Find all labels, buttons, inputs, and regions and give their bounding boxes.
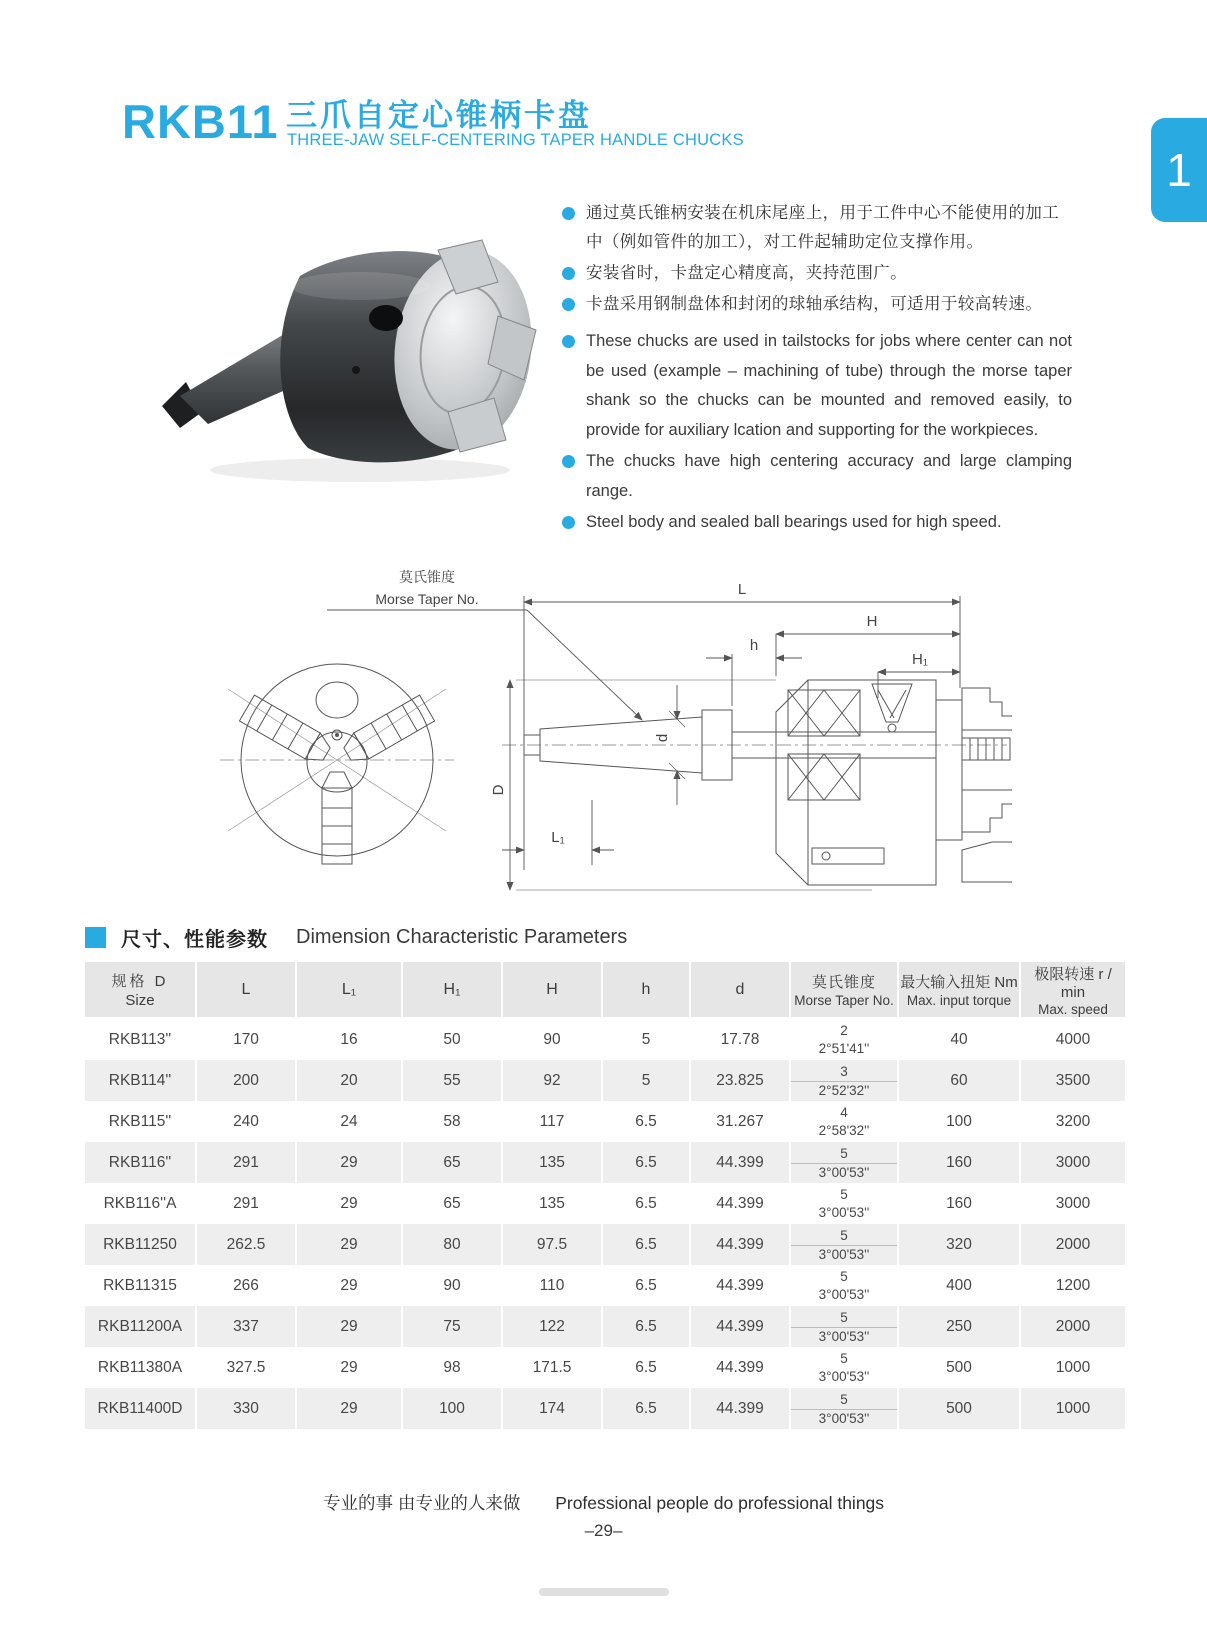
cell-speed: 4000	[1055, 1030, 1091, 1048]
feature-bullet	[562, 327, 1072, 445]
spec-table	[85, 962, 1125, 1429]
bullet-dot-icon	[562, 516, 575, 529]
dimension-lines	[327, 596, 960, 890]
cell-H: 117	[503, 1101, 603, 1142]
cell-L1: 29	[297, 1142, 403, 1183]
feature-text: The chucks have high centering accuracy and large clamping range.	[586, 452, 1072, 500]
feature-text: 安装省时，卡盘定心精度高，夹持范围广。	[586, 264, 908, 282]
cell-d: 44.399	[691, 1224, 791, 1265]
feature-text: These chucks are used in tailstocks for jobs where center can not be used (example – machining of tube) through the morse taper shank so the chucks can be mounted and removed easily, to provide for auxiliary lcation and supporting for the workpieces.	[586, 332, 1072, 439]
cell-speed: 3000	[1021, 1142, 1125, 1183]
cell-h: 6.5	[603, 1101, 691, 1142]
dim-label-d: d	[654, 733, 671, 743]
cell-torque: 160	[899, 1142, 1021, 1183]
cell-d: 44.399	[691, 1142, 791, 1183]
body-highlight	[290, 272, 430, 300]
header-L1: L₁	[297, 962, 403, 1019]
cell-L1: 29	[297, 1306, 403, 1347]
table-row	[85, 1388, 1125, 1429]
page-number: –29–	[584, 1521, 623, 1540]
cell-L1: 16	[297, 1019, 403, 1060]
cell-speed: 2000	[1021, 1306, 1125, 1347]
cell-size: RKB11380A	[85, 1347, 197, 1388]
cell-size: RKB115''	[85, 1101, 197, 1142]
cell-L1: 29	[297, 1265, 403, 1306]
cell-L: 337	[197, 1306, 297, 1347]
bullet-dot-icon	[562, 455, 575, 468]
cell-speed: 3500	[1021, 1060, 1125, 1101]
cell-H1: 58	[403, 1101, 503, 1142]
cell-L: 330	[197, 1388, 297, 1429]
cell-d: 31.267	[691, 1101, 791, 1142]
cell-H1: 80	[403, 1224, 503, 1265]
body-dot	[352, 366, 360, 374]
cell-morse: 5 3°00'53''	[791, 1142, 899, 1183]
body-hole	[369, 305, 403, 331]
cell-L: 291	[197, 1183, 297, 1224]
cell-size: RKB114''	[85, 1060, 197, 1101]
cell-H1: 65	[403, 1142, 503, 1183]
cell-torque: 160	[899, 1183, 1021, 1224]
table-row	[85, 1224, 1125, 1265]
feature-text: 通过莫氏锥柄安装在机床尾座上，用于工件中心不能使用的加工中（例如管件的加工），对工件起辅助定位支撑作用。	[586, 204, 1060, 251]
footer-slogan-en: Professional people do professional things	[555, 1493, 885, 1513]
table-row	[85, 1101, 1125, 1142]
chapter-number: 1	[1166, 144, 1192, 196]
cell-size: RKB11400D	[85, 1388, 197, 1429]
cell-morse: 5 3°00'53''	[791, 1306, 899, 1347]
cell-H: 97.5	[503, 1224, 603, 1265]
cell-morse: 5 3°00'53''	[791, 1388, 899, 1429]
cell-torque: 320	[899, 1224, 1021, 1265]
cell-d: 17.78	[691, 1019, 791, 1060]
header-torque: 最大输入扭矩 Nm Max. input torque	[899, 962, 1021, 1019]
cell-L: 291	[197, 1142, 297, 1183]
cell-size: RKB116''A	[85, 1183, 197, 1224]
dim-label-H: H	[866, 613, 878, 630]
cell-size: RKB11200A	[85, 1306, 197, 1347]
dim-label-H1: H₁	[912, 651, 928, 668]
section-title	[85, 923, 627, 952]
cell-d: 44.399	[691, 1388, 791, 1429]
cell-size: RKB11250	[85, 1224, 197, 1265]
page-title-en: THREE-JAW SELF-CENTERING TAPER HANDLE CHUCKS	[287, 131, 744, 149]
cell-L: 240	[197, 1101, 297, 1142]
feature-bullet	[562, 290, 1068, 319]
cell-torque: 100	[899, 1101, 1021, 1142]
cell-L: 170	[197, 1019, 297, 1060]
cell-H: 90	[503, 1019, 603, 1060]
cell-h: 6.5	[603, 1347, 691, 1388]
table-row	[85, 1142, 1125, 1183]
table-row	[85, 1183, 1125, 1224]
cell-speed: 1000	[1055, 1358, 1091, 1376]
cell-speed: 3000	[1055, 1194, 1091, 1212]
bullet-dot-icon	[562, 335, 575, 348]
features-zh	[562, 199, 1068, 321]
dim-label-h: h	[749, 637, 759, 654]
section-title-en: Dimension Characteristic Parameters	[296, 926, 628, 948]
bullet-dot-icon	[562, 207, 575, 220]
cell-morse: 5 3°00'53''	[791, 1224, 899, 1265]
cell-H1: 55	[403, 1060, 503, 1101]
table-body	[85, 1019, 1125, 1429]
cell-H1: 50	[403, 1019, 503, 1060]
footer-slogan-zh: 专业的事 由专业的人来做	[322, 1493, 521, 1513]
feature-bullet	[562, 447, 1072, 506]
cell-H: 110	[503, 1265, 603, 1306]
cell-H: 171.5	[503, 1347, 603, 1388]
cell-h: 6.5	[603, 1265, 691, 1306]
table-row	[85, 1265, 1125, 1306]
dim-label-D: D	[490, 784, 507, 796]
header-H1: H₁	[403, 962, 503, 1019]
feature-bullet	[562, 199, 1068, 257]
cell-size: RKB11315	[85, 1265, 197, 1306]
cell-H: 135	[503, 1142, 603, 1183]
cell-L: 266	[197, 1265, 297, 1306]
cell-H: 122	[503, 1306, 603, 1347]
footer-bar	[539, 1588, 669, 1596]
dim-label-L1: L₁	[551, 829, 565, 846]
table-header	[85, 962, 1125, 1019]
cell-speed: 3200	[1055, 1112, 1091, 1130]
dimension-labels	[375, 569, 928, 846]
cell-torque: 60	[899, 1060, 1021, 1101]
cell-L: 327.5	[197, 1347, 297, 1388]
cell-L1: 29	[297, 1183, 403, 1224]
cell-H: 174	[503, 1388, 603, 1429]
bullet-dot-icon	[562, 267, 575, 280]
dimension-drawing	[172, 550, 1012, 895]
cell-speed: 2000	[1021, 1224, 1125, 1265]
table-row	[85, 1060, 1125, 1101]
header-d: d	[691, 962, 791, 1019]
cell-torque: 500	[899, 1347, 1021, 1388]
cell-H: 135	[503, 1183, 603, 1224]
model-code: RKB11	[122, 95, 279, 148]
cell-H1: 90	[403, 1265, 503, 1306]
cell-L: 200	[197, 1060, 297, 1101]
cell-d: 44.399	[691, 1183, 791, 1224]
bullet-dot-icon	[562, 298, 575, 311]
cell-d: 44.399	[691, 1347, 791, 1388]
cell-speed: 1000	[1021, 1388, 1125, 1429]
cell-morse: 4 2°58'32''	[791, 1101, 899, 1142]
cell-h: 6.5	[603, 1306, 691, 1347]
cell-H: 92	[503, 1060, 603, 1101]
header-morse: 莫氏锥度 Morse Taper No.	[791, 962, 899, 1019]
feature-text: Steel body and sealed ball bearings used for high speed.	[586, 513, 1002, 531]
cell-L: 262.5	[197, 1224, 297, 1265]
section-view-drawing	[502, 680, 1012, 885]
cell-H1: 75	[403, 1306, 503, 1347]
cell-d: 44.399	[691, 1265, 791, 1306]
table-row	[85, 1347, 1125, 1388]
product-photo	[150, 198, 550, 498]
cell-morse: 2 2°51'41''	[791, 1019, 899, 1060]
section-square-icon	[85, 927, 106, 948]
callout-zh: 莫氏锥度	[399, 569, 455, 585]
cell-H1: 98	[403, 1347, 503, 1388]
cell-h: 5	[603, 1060, 691, 1101]
table-row	[85, 1019, 1125, 1060]
table-row	[85, 1306, 1125, 1347]
cell-H1: 65	[403, 1183, 503, 1224]
cell-torque: 500	[899, 1388, 1021, 1429]
cell-size: RKB116''	[85, 1142, 197, 1183]
cell-H1: 100	[403, 1388, 503, 1429]
header-size: 规格 D Size	[85, 962, 197, 1019]
cell-torque: 400	[899, 1265, 1021, 1306]
cell-h: 6.5	[603, 1142, 691, 1183]
cell-size: RKB113''	[85, 1019, 197, 1060]
header-L: L	[197, 962, 297, 1019]
cell-d: 23.825	[691, 1060, 791, 1101]
cell-morse: 5 3°00'53''	[791, 1183, 899, 1224]
cell-morse: 5 3°00'53''	[791, 1265, 899, 1306]
feature-bullet	[562, 508, 1072, 538]
callout-en: Morse Taper No.	[375, 591, 479, 607]
features-en	[562, 327, 1072, 540]
header-speed: 极限转速 r / min Max. speed	[1021, 962, 1125, 1019]
dim-label-L: L	[737, 581, 747, 598]
cell-d: 44.399	[691, 1306, 791, 1347]
header-H: H	[503, 962, 603, 1019]
page-title-zh: 三爪自定心锥柄卡盘	[286, 98, 592, 133]
cell-morse: 5 3°00'53''	[791, 1347, 899, 1388]
cell-speed: 1200	[1055, 1276, 1091, 1294]
chapter-tab	[1151, 118, 1207, 222]
cell-L1: 29	[297, 1388, 403, 1429]
photo-shadow	[210, 458, 510, 482]
cell-h: 6.5	[603, 1388, 691, 1429]
feature-bullet	[562, 259, 1068, 288]
cell-L1: 20	[297, 1060, 403, 1101]
cell-h: 6.5	[603, 1183, 691, 1224]
cell-L1: 29	[297, 1224, 403, 1265]
feature-text: 卡盘采用钢制盘体和封闭的球轴承结构，可适用于较高转速。	[586, 295, 1043, 313]
cell-morse: 3 2°52'32''	[791, 1060, 899, 1101]
section-title-zh: 尺寸、性能参数	[121, 929, 268, 951]
footer-slogan	[0, 1490, 1207, 1515]
cell-h: 6.5	[603, 1224, 691, 1265]
cell-torque: 250	[899, 1306, 1021, 1347]
cell-torque: 40	[899, 1019, 1021, 1060]
header-h: h	[603, 962, 691, 1019]
cell-L1: 29	[297, 1347, 403, 1388]
cell-L1: 24	[297, 1101, 403, 1142]
front-view-drawing	[220, 664, 454, 864]
cell-h: 5	[603, 1019, 691, 1060]
